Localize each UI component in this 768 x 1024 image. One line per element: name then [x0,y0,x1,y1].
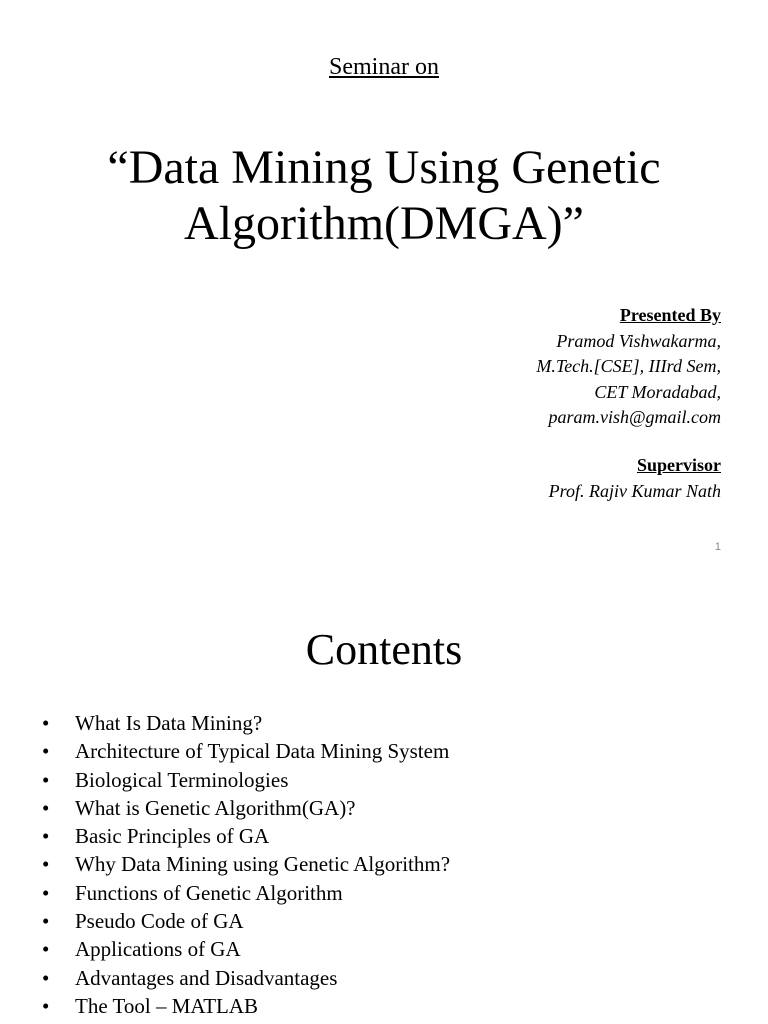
bullet-icon: • [42,795,50,820]
presenter-email: param.vish@gmail.com [548,407,721,427]
bullet-icon: • [42,937,50,962]
contents-slide [0,576,768,1024]
list-item [42,822,450,850]
bullet-icon: • [42,880,50,905]
list-item-label: What Is Data Mining? [75,711,263,735]
presenter-block [361,303,721,431]
list-item [42,850,450,878]
list-item-label: Architecture of Typical Data Mining System [75,739,450,764]
presenter-course: M.Tech.[CSE], IIIrd Sem, [536,356,721,376]
list-item-label: Biological Terminologies [75,767,289,792]
supervisor-block [361,453,721,504]
list-item-label: Applications of GA [75,937,241,962]
presenter-name: Pramod Vishwakarma, [556,330,721,351]
list-item [42,964,450,992]
bullet-icon: • [42,993,50,1018]
list-item [42,935,450,963]
contents-title: Contents [305,625,463,674]
supervisor-heading: Supervisor [636,455,721,475]
bullet-icon: • [42,711,50,735]
contents-list [42,709,450,1020]
list-item-label: Pseudo Code of GA [75,909,244,934]
title-line-1: “Data Mining Using Genetic [107,141,661,194]
list-item [42,879,450,907]
bullet-icon: • [42,965,50,990]
list-item [42,766,450,794]
bullet-icon: • [42,824,50,849]
seminar-label: Seminar on [329,54,439,80]
list-item-label: Advantages and Disadvantages [75,965,338,990]
list-item-label: The Tool – MATLAB [75,993,259,1018]
bullet-icon: • [42,852,50,877]
list-item [42,992,450,1020]
list-item [42,907,450,935]
supervisor-name: Prof. Rajiv Kumar Nath [548,480,721,501]
bullet-icon: • [42,909,50,934]
list-item [42,709,450,737]
list-item [42,794,450,822]
bullet-icon: • [42,767,50,792]
bullet-icon: • [42,739,50,764]
list-item-label: Basic Principles of GA [75,824,270,849]
list-item-label: Functions of Genetic Algorithm [75,880,343,905]
presenter-institute: CET Moradabad, [594,381,721,402]
presented-by-heading: Presented By [619,305,721,325]
list-item [42,737,450,765]
list-item-label: Why Data Mining using Genetic Algorithm? [75,852,451,877]
title-line-2: Algorithm(DMGA)” [184,197,584,250]
presentation-title [40,140,728,252]
list-item-label: What is Genetic Algorithm(GA)? [75,795,356,820]
page-number: 1 [714,541,721,553]
